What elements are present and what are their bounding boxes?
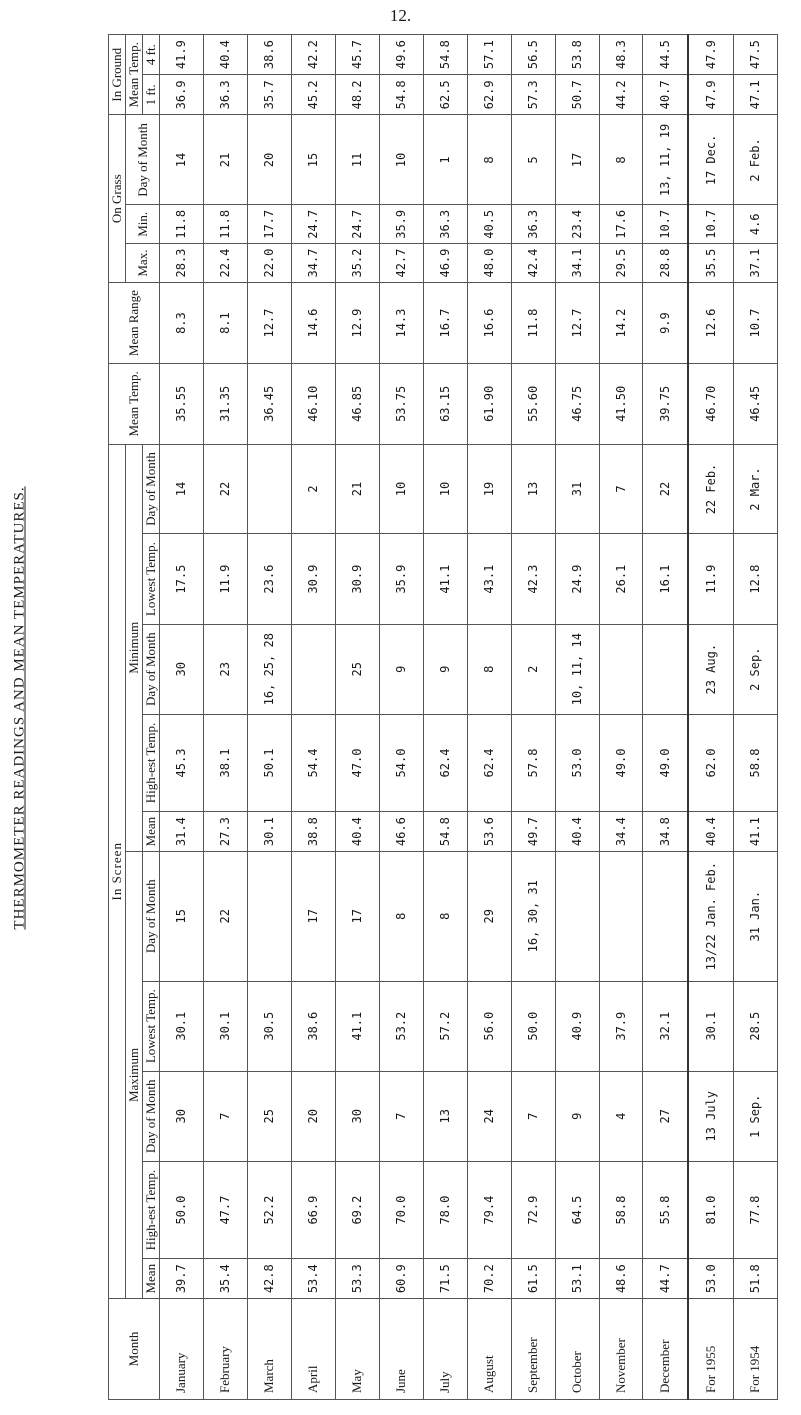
value-cell bbox=[643, 851, 688, 981]
value-cell: 37.1 bbox=[733, 244, 777, 283]
value-cell: 17.6 bbox=[599, 205, 643, 244]
value-cell: 62.0 bbox=[688, 714, 733, 812]
value-cell: 48.2 bbox=[335, 75, 379, 115]
value-cell: 51.8 bbox=[733, 1259, 777, 1299]
table-row bbox=[335, 35, 379, 1400]
value-cell: 36.9 bbox=[160, 75, 204, 115]
value-cell: 2 bbox=[511, 624, 555, 714]
max-day-header: Day of Month bbox=[143, 1071, 160, 1161]
table-wrapper bbox=[108, 34, 778, 1400]
value-cell: 46.85 bbox=[335, 364, 379, 444]
min-mean-header: Mean bbox=[143, 812, 160, 852]
value-cell: 8 bbox=[599, 115, 643, 205]
month-cell: December bbox=[643, 1299, 688, 1400]
header-row-subgroups bbox=[126, 35, 143, 1400]
value-cell: 30.9 bbox=[335, 534, 379, 624]
value-cell: 40.5 bbox=[467, 205, 511, 244]
max-low-day-header: Day of Month bbox=[143, 851, 160, 981]
month-cell: March bbox=[247, 1299, 291, 1400]
value-cell: 22 Feb. bbox=[688, 444, 733, 534]
thermometer-table bbox=[108, 34, 778, 1400]
value-cell: 70.0 bbox=[379, 1161, 423, 1259]
value-cell: 24.7 bbox=[291, 205, 335, 244]
value-cell: 30.5 bbox=[247, 981, 291, 1071]
value-cell: 53.1 bbox=[555, 1259, 599, 1299]
value-cell: 62.4 bbox=[423, 714, 467, 812]
value-cell: 47.9 bbox=[688, 75, 733, 115]
value-cell: 12.7 bbox=[555, 282, 599, 363]
table-row bbox=[379, 35, 423, 1400]
value-cell: 36.3 bbox=[511, 205, 555, 244]
value-cell: 14.3 bbox=[379, 282, 423, 363]
value-cell: 21 bbox=[335, 444, 379, 534]
value-cell: 61.90 bbox=[467, 364, 511, 444]
table-row bbox=[511, 35, 555, 1400]
value-cell: 10.7 bbox=[733, 282, 777, 363]
value-cell: 12.9 bbox=[335, 282, 379, 363]
min-highest-header: High-est Temp. bbox=[143, 714, 160, 812]
value-cell: 10 bbox=[379, 444, 423, 534]
value-cell: 53.3 bbox=[335, 1259, 379, 1299]
value-cell: 29.5 bbox=[599, 244, 643, 283]
value-cell: 57.1 bbox=[467, 35, 511, 75]
value-cell: 40.7 bbox=[643, 75, 688, 115]
value-cell: 8.3 bbox=[160, 282, 204, 363]
value-cell: 11.9 bbox=[203, 534, 247, 624]
value-cell: 47.9 bbox=[688, 35, 733, 75]
value-cell: 10.7 bbox=[643, 205, 688, 244]
value-cell: 9 bbox=[555, 1071, 599, 1161]
grass-day-header: Day of Month bbox=[126, 115, 160, 205]
value-cell: 62.9 bbox=[467, 75, 511, 115]
value-cell: 56.5 bbox=[511, 35, 555, 75]
in-ground-header: In Ground bbox=[109, 35, 126, 115]
value-cell: 41.9 bbox=[160, 35, 204, 75]
value-cell: 23.4 bbox=[555, 205, 599, 244]
value-cell: 30.1 bbox=[688, 981, 733, 1071]
rotated-table-frame bbox=[108, 34, 778, 1400]
value-cell: 1 Sep. bbox=[733, 1071, 777, 1161]
value-cell: 55.60 bbox=[511, 364, 555, 444]
value-cell bbox=[555, 851, 599, 981]
maximum-header: Maximum bbox=[126, 851, 143, 1298]
month-cell: August bbox=[467, 1299, 511, 1400]
value-cell: 22 bbox=[643, 444, 688, 534]
value-cell: 47.5 bbox=[733, 35, 777, 75]
value-cell: 22.4 bbox=[203, 244, 247, 283]
value-cell: 12.6 bbox=[688, 282, 733, 363]
value-cell: 2 Mar. bbox=[733, 444, 777, 534]
value-cell: 61.5 bbox=[511, 1259, 555, 1299]
value-cell: 57.2 bbox=[423, 981, 467, 1071]
value-cell: 16, 25, 28 bbox=[247, 624, 291, 714]
value-cell: 16, 30, 31 bbox=[511, 851, 555, 981]
value-cell: 10 bbox=[379, 115, 423, 205]
value-cell: 14 bbox=[160, 115, 204, 205]
value-cell: 29 bbox=[467, 851, 511, 981]
min-lowest-header: Lowest Temp. bbox=[143, 534, 160, 624]
value-cell: 40.4 bbox=[203, 35, 247, 75]
table-row bbox=[467, 35, 511, 1400]
value-cell: 77.8 bbox=[733, 1161, 777, 1259]
value-cell: 31 Jan. bbox=[733, 851, 777, 981]
value-cell: 49.0 bbox=[599, 714, 643, 812]
value-cell: 35.55 bbox=[160, 364, 204, 444]
value-cell: 21 bbox=[203, 115, 247, 205]
grass-min-header: Min. bbox=[126, 205, 160, 244]
month-cell: November bbox=[599, 1299, 643, 1400]
mean-range-header: Mean Range bbox=[109, 282, 160, 363]
value-cell bbox=[599, 851, 643, 981]
value-cell: 47.0 bbox=[335, 714, 379, 812]
value-cell bbox=[247, 444, 291, 534]
value-cell: 7 bbox=[203, 1071, 247, 1161]
value-cell: 13 bbox=[511, 444, 555, 534]
document-title: THERMOMETER READINGS AND MEAN TEMPERATURES. bbox=[11, 485, 28, 930]
value-cell: 53.8 bbox=[555, 35, 599, 75]
value-cell: 39.7 bbox=[160, 1259, 204, 1299]
value-cell: 62.4 bbox=[467, 714, 511, 812]
value-cell: 42.8 bbox=[247, 1259, 291, 1299]
value-cell: 46.9 bbox=[423, 244, 467, 283]
value-cell: 17 bbox=[555, 115, 599, 205]
value-cell: 58.8 bbox=[599, 1161, 643, 1259]
value-cell: 2 bbox=[291, 444, 335, 534]
value-cell: 11.9 bbox=[688, 534, 733, 624]
value-cell: 53.75 bbox=[379, 364, 423, 444]
value-cell: 35.7 bbox=[247, 75, 291, 115]
value-cell: 34.8 bbox=[643, 812, 688, 852]
value-cell: 20 bbox=[247, 115, 291, 205]
mean-temp-header: Mean Temp. bbox=[109, 364, 160, 444]
value-cell: 13 July bbox=[688, 1071, 733, 1161]
month-cell: September bbox=[511, 1299, 555, 1400]
value-cell: 54.0 bbox=[379, 714, 423, 812]
value-cell: 55.8 bbox=[643, 1161, 688, 1259]
value-cell: 40.9 bbox=[555, 981, 599, 1071]
value-cell: 44.5 bbox=[643, 35, 688, 75]
value-cell: 17.5 bbox=[160, 534, 204, 624]
value-cell: 42.2 bbox=[291, 35, 335, 75]
value-cell: 53.0 bbox=[688, 1259, 733, 1299]
value-cell: 35.9 bbox=[379, 534, 423, 624]
value-cell: 39.75 bbox=[643, 364, 688, 444]
value-cell: 36.3 bbox=[203, 75, 247, 115]
value-cell bbox=[599, 624, 643, 714]
value-cell: 63.15 bbox=[423, 364, 467, 444]
value-cell: 66.9 bbox=[291, 1161, 335, 1259]
value-cell: 22.0 bbox=[247, 244, 291, 283]
max-lowest-header: Lowest Temp. bbox=[143, 981, 160, 1071]
value-cell: 36.3 bbox=[423, 205, 467, 244]
document-title-rotated bbox=[2, 300, 38, 1115]
value-cell: 42.4 bbox=[511, 244, 555, 283]
value-cell: 72.9 bbox=[511, 1161, 555, 1259]
value-cell: 23.6 bbox=[247, 534, 291, 624]
value-cell: 34.7 bbox=[291, 244, 335, 283]
value-cell: 30.1 bbox=[203, 981, 247, 1071]
value-cell: 8 bbox=[467, 115, 511, 205]
value-cell: 64.5 bbox=[555, 1161, 599, 1259]
value-cell: 19 bbox=[467, 444, 511, 534]
value-cell: 16.1 bbox=[643, 534, 688, 624]
value-cell: 56.0 bbox=[467, 981, 511, 1071]
value-cell: 28.3 bbox=[160, 244, 204, 283]
value-cell: 8 bbox=[423, 851, 467, 981]
ground-4ft-header: 4 ft. bbox=[143, 35, 160, 75]
value-cell: 31 bbox=[555, 444, 599, 534]
value-cell: 54.8 bbox=[423, 812, 467, 852]
header-row-groups bbox=[109, 35, 126, 1400]
value-cell: 43.1 bbox=[467, 534, 511, 624]
value-cell: 50.7 bbox=[555, 75, 599, 115]
value-cell: 48.6 bbox=[599, 1259, 643, 1299]
value-cell: 4 bbox=[599, 1071, 643, 1161]
value-cell: 28.8 bbox=[643, 244, 688, 283]
value-cell: 46.45 bbox=[733, 364, 777, 444]
min-high-day-header: Day of Month bbox=[143, 624, 160, 714]
value-cell: 10.7 bbox=[688, 205, 733, 244]
value-cell: 31.4 bbox=[160, 812, 204, 852]
value-cell: 81.0 bbox=[688, 1161, 733, 1259]
value-cell: 10, 11, 14 bbox=[555, 624, 599, 714]
value-cell: 31.35 bbox=[203, 364, 247, 444]
value-cell: 42.7 bbox=[379, 244, 423, 283]
value-cell: 16.7 bbox=[423, 282, 467, 363]
value-cell: 54.8 bbox=[379, 75, 423, 115]
page-number: 12. bbox=[389, 6, 412, 25]
value-cell: 48.3 bbox=[599, 35, 643, 75]
value-cell: 30.9 bbox=[291, 534, 335, 624]
value-cell: 37.9 bbox=[599, 981, 643, 1071]
value-cell: 11.8 bbox=[160, 205, 204, 244]
value-cell: 41.1 bbox=[335, 981, 379, 1071]
value-cell: 46.75 bbox=[555, 364, 599, 444]
table-row bbox=[599, 35, 643, 1400]
value-cell: 34.1 bbox=[555, 244, 599, 283]
value-cell: 16.6 bbox=[467, 282, 511, 363]
value-cell: 8 bbox=[467, 624, 511, 714]
value-cell: 69.2 bbox=[335, 1161, 379, 1259]
table-row bbox=[291, 35, 335, 1400]
value-cell: 28.5 bbox=[733, 981, 777, 1071]
value-cell: 54.4 bbox=[291, 714, 335, 812]
value-cell: 45.7 bbox=[335, 35, 379, 75]
value-cell: 49.0 bbox=[643, 714, 688, 812]
value-cell: 49.6 bbox=[379, 35, 423, 75]
value-cell: 5 bbox=[511, 115, 555, 205]
month-cell: July bbox=[423, 1299, 467, 1400]
value-cell: 13/22 Jan. Feb. bbox=[688, 851, 733, 981]
value-cell: 46.10 bbox=[291, 364, 335, 444]
value-cell: 11 bbox=[335, 115, 379, 205]
value-cell: 30 bbox=[335, 1071, 379, 1161]
value-cell: 30 bbox=[160, 1071, 204, 1161]
value-cell: 7 bbox=[511, 1071, 555, 1161]
table-row bbox=[160, 35, 204, 1400]
value-cell: 60.9 bbox=[379, 1259, 423, 1299]
value-cell: 49.7 bbox=[511, 812, 555, 852]
value-cell: 40.4 bbox=[688, 812, 733, 852]
value-cell: 14.2 bbox=[599, 282, 643, 363]
value-cell: 13, 11, 19 bbox=[643, 115, 688, 205]
value-cell: 36.45 bbox=[247, 364, 291, 444]
table-row-annual bbox=[733, 35, 777, 1400]
ground-mean-temp-header: Mean Temp. bbox=[126, 35, 143, 115]
value-cell: 26.1 bbox=[599, 534, 643, 624]
value-cell: 2 Feb. bbox=[733, 115, 777, 205]
month-header: Month bbox=[109, 1299, 160, 1400]
value-cell: 10 bbox=[423, 444, 467, 534]
month-cell: May bbox=[335, 1299, 379, 1400]
month-cell: June bbox=[379, 1299, 423, 1400]
value-cell: 11.8 bbox=[511, 282, 555, 363]
table-row bbox=[203, 35, 247, 1400]
min-low-day-header: Day of Month bbox=[143, 444, 160, 534]
value-cell: 54.8 bbox=[423, 35, 467, 75]
value-cell: 2 Sep. bbox=[733, 624, 777, 714]
value-cell: 23 Aug. bbox=[688, 624, 733, 714]
value-cell: 4.6 bbox=[733, 205, 777, 244]
value-cell: 17 bbox=[335, 851, 379, 981]
table-row bbox=[247, 35, 291, 1400]
value-cell: 24.9 bbox=[555, 534, 599, 624]
value-cell: 44.2 bbox=[599, 75, 643, 115]
month-cell: February bbox=[203, 1299, 247, 1400]
value-cell: 20 bbox=[291, 1071, 335, 1161]
value-cell: 58.8 bbox=[733, 714, 777, 812]
value-cell: 35.5 bbox=[688, 244, 733, 283]
month-cell: For 1954 bbox=[733, 1299, 777, 1400]
month-cell: October bbox=[555, 1299, 599, 1400]
value-cell: 53.6 bbox=[467, 812, 511, 852]
value-cell: 7 bbox=[599, 444, 643, 534]
value-cell: 17 Dec. bbox=[688, 115, 733, 205]
value-cell: 50.0 bbox=[160, 1161, 204, 1259]
value-cell: 1 bbox=[423, 115, 467, 205]
value-cell: 50.0 bbox=[511, 981, 555, 1071]
value-cell bbox=[291, 624, 335, 714]
value-cell: 40.4 bbox=[335, 812, 379, 852]
value-cell: 14 bbox=[160, 444, 204, 534]
value-cell: 8.1 bbox=[203, 282, 247, 363]
month-cell: For 1955 bbox=[688, 1299, 733, 1400]
value-cell: 22 bbox=[203, 444, 247, 534]
value-cell: 62.5 bbox=[423, 75, 467, 115]
value-cell: 45.2 bbox=[291, 75, 335, 115]
on-grass-header: On Grass bbox=[109, 115, 126, 282]
value-cell: 38.1 bbox=[203, 714, 247, 812]
value-cell: 24 bbox=[467, 1071, 511, 1161]
value-cell: 30.1 bbox=[160, 981, 204, 1071]
value-cell: 24.7 bbox=[335, 205, 379, 244]
value-cell: 71.5 bbox=[423, 1259, 467, 1299]
value-cell: 41.1 bbox=[733, 812, 777, 852]
table-row bbox=[423, 35, 467, 1400]
value-cell: 53.0 bbox=[555, 714, 599, 812]
minimum-header: Minimum bbox=[126, 444, 143, 851]
value-cell bbox=[247, 851, 291, 981]
value-cell: 8 bbox=[379, 851, 423, 981]
value-cell: 57.8 bbox=[511, 714, 555, 812]
value-cell: 46.6 bbox=[379, 812, 423, 852]
value-cell: 48.0 bbox=[467, 244, 511, 283]
value-cell: 27 bbox=[643, 1071, 688, 1161]
value-cell: 9 bbox=[379, 624, 423, 714]
value-cell: 47.1 bbox=[733, 75, 777, 115]
value-cell: 38.6 bbox=[291, 981, 335, 1071]
table-row bbox=[643, 35, 688, 1400]
value-cell: 15 bbox=[291, 115, 335, 205]
table-row-annual bbox=[688, 35, 733, 1400]
value-cell: 17 bbox=[291, 851, 335, 981]
value-cell: 27.3 bbox=[203, 812, 247, 852]
value-cell: 9.9 bbox=[643, 282, 688, 363]
value-cell: 40.4 bbox=[555, 812, 599, 852]
month-cell: January bbox=[160, 1299, 204, 1400]
value-cell: 14.6 bbox=[291, 282, 335, 363]
value-cell: 12.8 bbox=[733, 534, 777, 624]
value-cell bbox=[643, 624, 688, 714]
value-cell: 25 bbox=[247, 1071, 291, 1161]
value-cell: 41.50 bbox=[599, 364, 643, 444]
value-cell: 9 bbox=[423, 624, 467, 714]
value-cell: 35.4 bbox=[203, 1259, 247, 1299]
max-mean-header: Mean bbox=[143, 1259, 160, 1299]
value-cell: 7 bbox=[379, 1071, 423, 1161]
value-cell: 35.2 bbox=[335, 244, 379, 283]
value-cell: 70.2 bbox=[467, 1259, 511, 1299]
value-cell: 13 bbox=[423, 1071, 467, 1161]
value-cell: 11.8 bbox=[203, 205, 247, 244]
value-cell: 47.7 bbox=[203, 1161, 247, 1259]
month-cell: April bbox=[291, 1299, 335, 1400]
value-cell: 52.2 bbox=[247, 1161, 291, 1259]
grass-max-header: Max. bbox=[126, 244, 160, 283]
value-cell: 41.1 bbox=[423, 534, 467, 624]
value-cell: 23 bbox=[203, 624, 247, 714]
value-cell: 34.4 bbox=[599, 812, 643, 852]
value-cell: 53.4 bbox=[291, 1259, 335, 1299]
value-cell: 35.9 bbox=[379, 205, 423, 244]
value-cell: 46.70 bbox=[688, 364, 733, 444]
max-highest-header: High-est Temp. bbox=[143, 1161, 160, 1259]
value-cell: 44.7 bbox=[643, 1259, 688, 1299]
value-cell: 12.7 bbox=[247, 282, 291, 363]
value-cell: 53.2 bbox=[379, 981, 423, 1071]
ground-1ft-header: 1 ft. bbox=[143, 75, 160, 115]
value-cell: 78.0 bbox=[423, 1161, 467, 1259]
value-cell: 32.1 bbox=[643, 981, 688, 1071]
value-cell: 57.3 bbox=[511, 75, 555, 115]
table-row bbox=[555, 35, 599, 1400]
value-cell: 45.3 bbox=[160, 714, 204, 812]
in-screen-header: In Screen bbox=[109, 444, 126, 1298]
value-cell: 30 bbox=[160, 624, 204, 714]
value-cell: 38.8 bbox=[291, 812, 335, 852]
value-cell: 15 bbox=[160, 851, 204, 981]
value-cell: 79.4 bbox=[467, 1161, 511, 1259]
value-cell: 50.1 bbox=[247, 714, 291, 812]
value-cell: 38.6 bbox=[247, 35, 291, 75]
value-cell: 30.1 bbox=[247, 812, 291, 852]
value-cell: 17.7 bbox=[247, 205, 291, 244]
value-cell: 42.3 bbox=[511, 534, 555, 624]
value-cell: 22 bbox=[203, 851, 247, 981]
value-cell: 25 bbox=[335, 624, 379, 714]
